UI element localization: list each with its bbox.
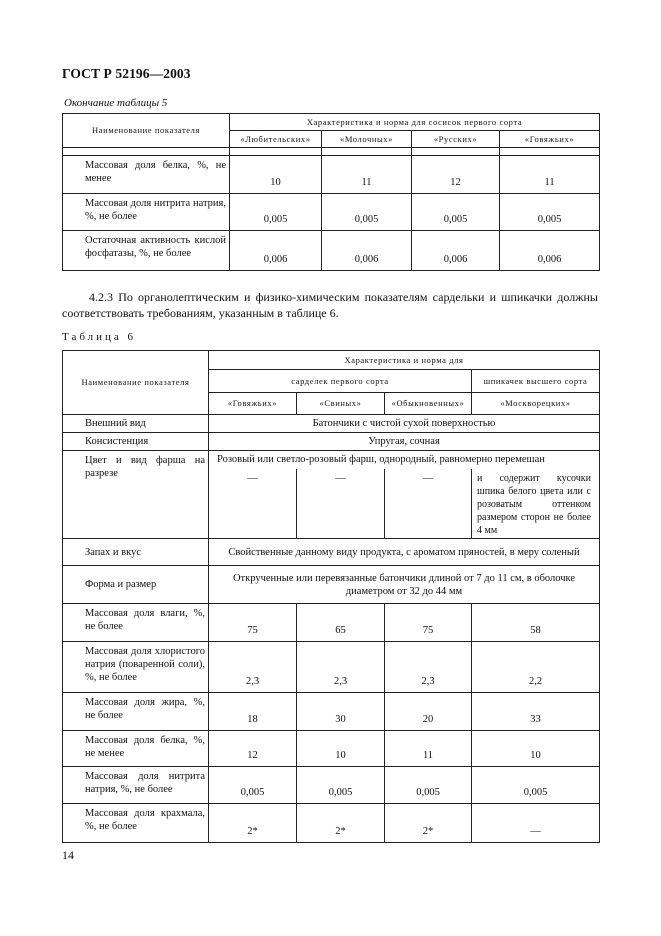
table-6 bbox=[62, 350, 600, 843]
cell-value: 11 bbox=[322, 156, 412, 194]
cell-value: — bbox=[472, 804, 600, 843]
table6-caption: Таблица 6 bbox=[62, 331, 137, 343]
table5-column-header: «Русских» bbox=[412, 131, 500, 148]
table-row bbox=[63, 804, 600, 843]
table-row bbox=[63, 731, 600, 767]
cell-value: — bbox=[209, 469, 297, 539]
cell-value: 0,005 bbox=[230, 194, 322, 231]
cell-value: 75 bbox=[385, 604, 472, 642]
cell-value: 2,3 bbox=[385, 642, 472, 693]
row-label: Массовая доля белка, %, не менее bbox=[63, 731, 209, 767]
cell-value: 2,3 bbox=[297, 642, 385, 693]
cell-value: 0,005 bbox=[209, 767, 297, 804]
cell-value: 0,005 bbox=[472, 767, 600, 804]
table-row bbox=[63, 415, 600, 433]
cell-value: 2* bbox=[385, 804, 472, 843]
table-row bbox=[63, 156, 600, 194]
table5-col-header: Наименование показателя bbox=[63, 114, 230, 148]
table-row bbox=[63, 767, 600, 804]
cell-value: 10 bbox=[230, 156, 322, 194]
cell-value: 0,005 bbox=[500, 194, 600, 231]
table5-caption: Окончание таблицы 5 bbox=[64, 97, 168, 109]
paragraph-4-2-3: 4.2.3 По органолептическим и физико-химическим показателям сардельки и шпикачки должны соответствовать требованиям, указанным в таблице 6. bbox=[62, 290, 598, 320]
row-label: Внешний вид bbox=[63, 415, 209, 433]
cell-value: и содержит кусочки шпика белого цвета или с розоватым оттенком размером сторон не более 4 мм bbox=[472, 469, 600, 539]
table6-group-header: Характеристика и норма для bbox=[209, 351, 600, 370]
cell-value: Упругая, сочная bbox=[209, 433, 600, 451]
table-row bbox=[63, 642, 600, 693]
table6-column-header: «Говяжьих» bbox=[209, 393, 297, 415]
cell-value: 0,005 bbox=[297, 767, 385, 804]
row-label: Запах и вкус bbox=[63, 539, 209, 566]
cell-value: 2,2 bbox=[472, 642, 600, 693]
table6-column-header: «Свиных» bbox=[297, 393, 385, 415]
cell-value: 10 bbox=[472, 731, 600, 767]
row-label: Массовая доля белка, %, не менее bbox=[63, 156, 230, 194]
row-label: Массовая доля жира, %, не более bbox=[63, 693, 209, 731]
cell-value: 58 bbox=[472, 604, 600, 642]
table-row bbox=[63, 231, 600, 271]
row-label: Остаточная активность кислой фосфатазы, %, не более bbox=[63, 231, 230, 271]
cell-value: 0,005 bbox=[385, 767, 472, 804]
table-row bbox=[63, 566, 600, 604]
table-row bbox=[63, 539, 600, 566]
row-label: Массовая доля нитрита натрия, %, не более bbox=[63, 194, 230, 231]
cell-value: 65 bbox=[297, 604, 385, 642]
cell-value: 0,006 bbox=[322, 231, 412, 271]
cell-value: 12 bbox=[209, 731, 297, 767]
cell-value: 11 bbox=[385, 731, 472, 767]
row-label: Форма и размер bbox=[63, 566, 209, 604]
cell-value: 11 bbox=[500, 156, 600, 194]
cell-value: Розовый или светло-розовый фарш, однородный, равномерно перемешан bbox=[209, 451, 600, 469]
cell-value: 10 bbox=[297, 731, 385, 767]
table6-col-header: Наименование показателя bbox=[63, 351, 209, 415]
cell-value: Свойственные данному виду продукта, с ароматом пряностей, в меру соленый bbox=[209, 539, 600, 566]
table6-column-header: «Обыкновенных» bbox=[385, 393, 472, 415]
cell-value: 75 bbox=[209, 604, 297, 642]
cell-value: 0,005 bbox=[322, 194, 412, 231]
table5-column-header: «Любительских» bbox=[230, 131, 322, 148]
cell-value: 20 bbox=[385, 693, 472, 731]
cell-value: 18 bbox=[209, 693, 297, 731]
page-number: 14 bbox=[62, 848, 74, 862]
cell-value: 12 bbox=[412, 156, 500, 194]
cell-value: 33 bbox=[472, 693, 600, 731]
row-label: Массовая доля влаги, %, не более bbox=[63, 604, 209, 642]
document-title: ГОСТ Р 52196—2003 bbox=[62, 66, 191, 81]
row-label: Массовая доля хлористого натрия (поваренной соли), %, не более bbox=[63, 642, 209, 693]
table5-column-header: «Говяжьих» bbox=[500, 131, 600, 148]
table-5 bbox=[62, 113, 600, 271]
row-label: Консистенция bbox=[63, 433, 209, 451]
table-row bbox=[63, 194, 600, 231]
table-row bbox=[63, 451, 600, 469]
cell-value: — bbox=[385, 469, 472, 539]
table5-group-header: Характеристика и норма для сосисок первого сорта bbox=[230, 114, 600, 131]
row-label: Массовая доля крахмала, %, не более bbox=[63, 804, 209, 843]
cell-value: 2* bbox=[209, 804, 297, 843]
table-row bbox=[63, 433, 600, 451]
cell-value: 0,006 bbox=[230, 231, 322, 271]
cell-value: 0,005 bbox=[412, 194, 500, 231]
cell-value: 0,006 bbox=[500, 231, 600, 271]
cell-value: 30 bbox=[297, 693, 385, 731]
row-label: Массовая доля нитрита натрия, %, не более bbox=[63, 767, 209, 804]
cell-value: — bbox=[297, 469, 385, 539]
row-label: Цвет и вид фарша на разрезе bbox=[63, 451, 209, 539]
cell-value: 0,006 bbox=[412, 231, 500, 271]
table6-subgroup-sardel: сарделек первого сорта bbox=[209, 370, 472, 393]
table-row bbox=[63, 693, 600, 731]
table6-subgroup-shpik: шпикачек высшего сорта bbox=[472, 370, 600, 393]
cell-value: 2,3 bbox=[209, 642, 297, 693]
cell-value: Батончики с чистой сухой поверхностью bbox=[209, 415, 600, 433]
table-row bbox=[63, 604, 600, 642]
cell-value: Открученные или перевязанные батончики длиной от 7 до 11 см, в оболочке диаметром от 32 до 44 мм bbox=[209, 566, 600, 604]
cell-value: 2* bbox=[297, 804, 385, 843]
table6-column-header: «Москворецких» bbox=[472, 393, 600, 415]
table5-column-header: «Молочных» bbox=[322, 131, 412, 148]
